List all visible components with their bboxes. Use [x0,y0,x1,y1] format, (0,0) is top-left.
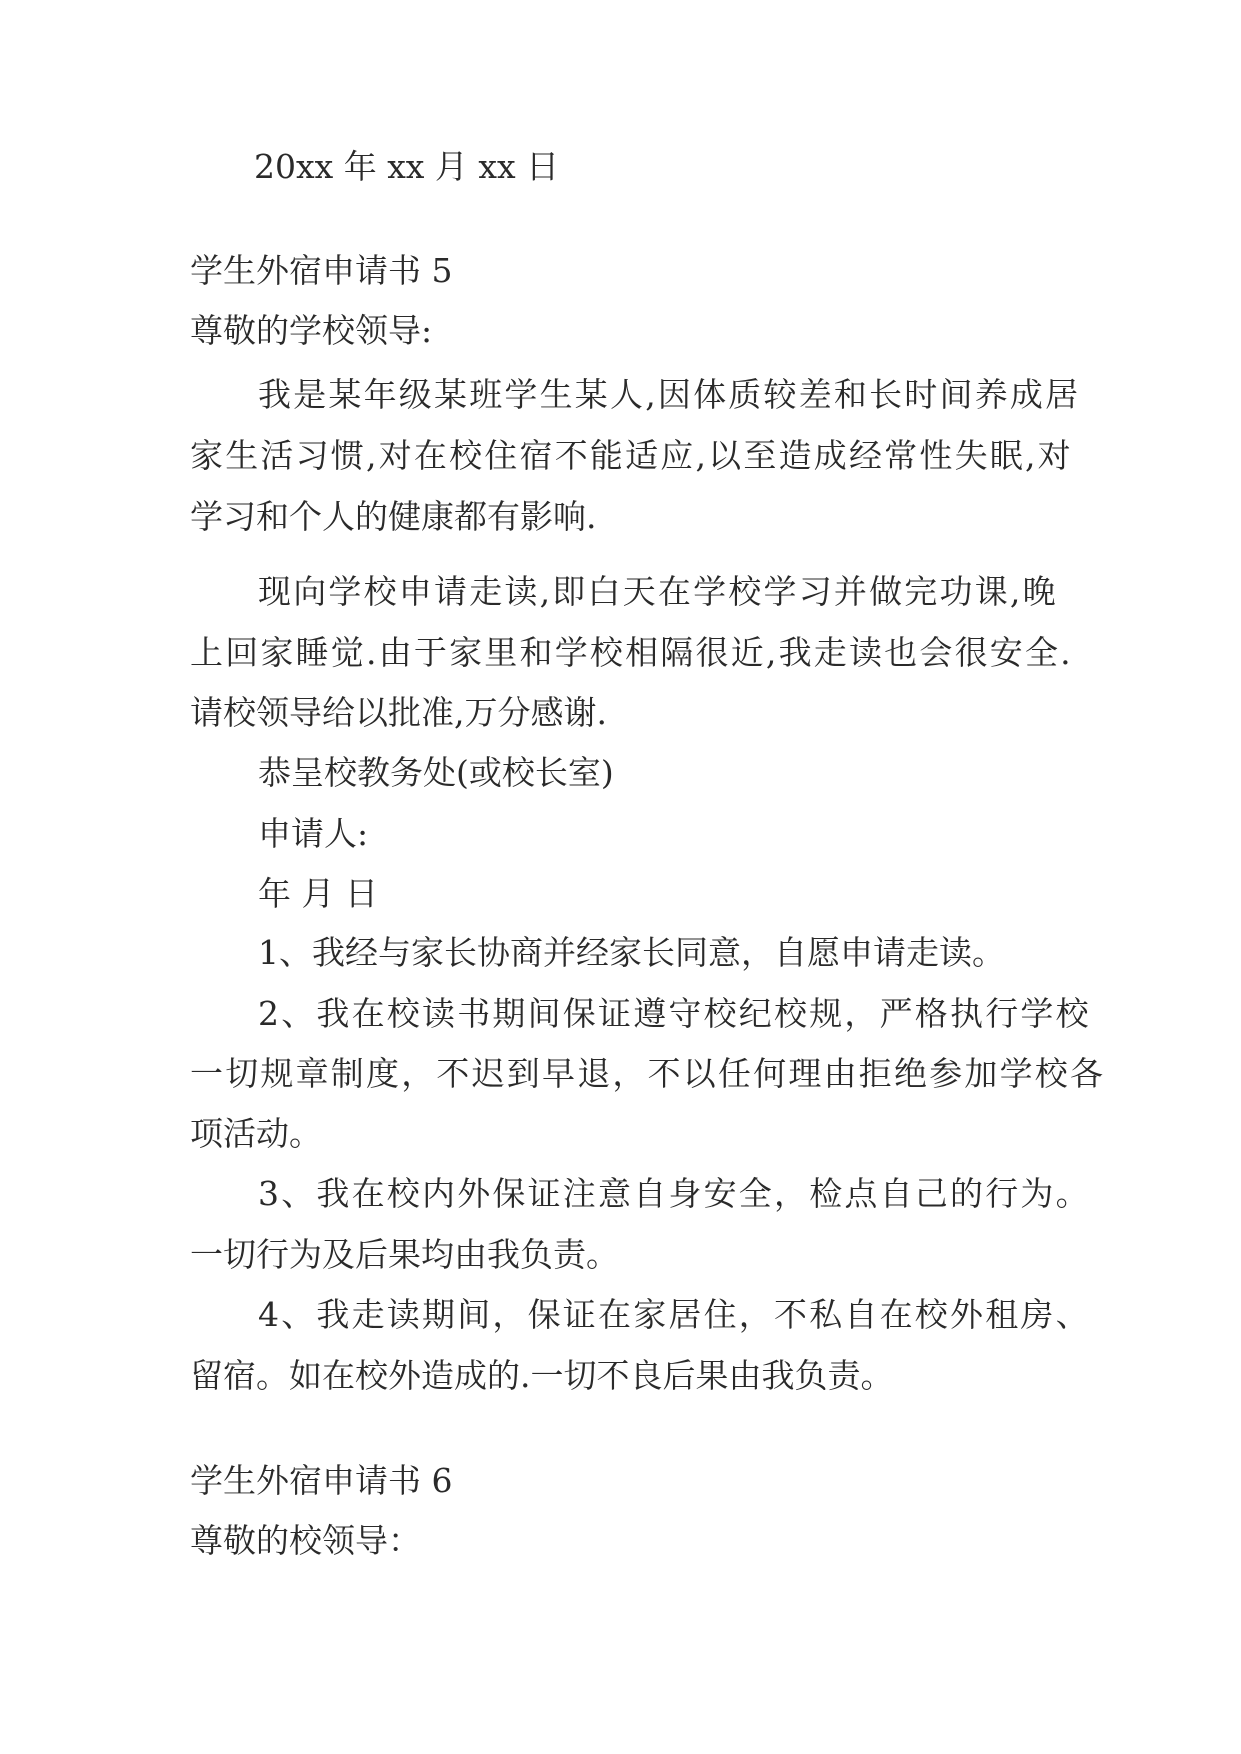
salutation: 尊敬的校领导： [190,1521,421,1560]
list-item: 4、我走读期间，保证在家居住，不私自在校外租房、 [258,1295,1091,1334]
section-title: 学生外宿申请书 5 [190,251,453,290]
paragraph-line: 上回家睡觉.由于家里和学校相隔很近,我走读也会很安全. [190,633,1073,672]
section-title: 学生外宿申请书 6 [190,1461,453,1500]
paragraph-line: 学习和个人的健康都有影响. [190,497,597,536]
list-item: 留宿。如在校外造成的.一切不良后果由我负责。 [190,1356,894,1395]
date-blank-line: 年 月 日 [258,874,378,913]
list-item: 2、我在校读书期间保证遵守校纪校规，严格执行学校 [258,994,1091,1033]
paragraph-line: 请校领导给以批准,万分感谢. [190,693,607,732]
list-item: 3、我在校内外保证注意自身安全，检点自己的行为。 [258,1174,1091,1213]
date-line: 20xx 年 xx 月 xx 日 [254,147,560,186]
list-item: 项活动。 [190,1114,322,1153]
paragraph-line: 家生活习惯,对在校住宿不能适应,以至造成经常性失眠,对 [190,436,1073,475]
salutation: 尊敬的学校领导: [190,311,433,350]
list-item: 一切规章制度，不迟到早退，不以任何理由拒绝参加学校各 [190,1054,1106,1093]
paragraph-line: 现向学校申请走读,即白天在学校学习并做完功课,晚 [258,572,1058,611]
paragraph-line: 我是某年级某班学生某人,因体质较差和长时间养成居 [258,375,1081,414]
list-item: 一切行为及后果均由我负责。 [190,1235,619,1274]
applicant-line: 申请人: [258,814,369,853]
list-item: 1、我经与家长协商并经家长同意，自愿申请走读。 [258,933,1005,972]
recipient-line: 恭呈校教务处(或校长室) [258,753,614,792]
